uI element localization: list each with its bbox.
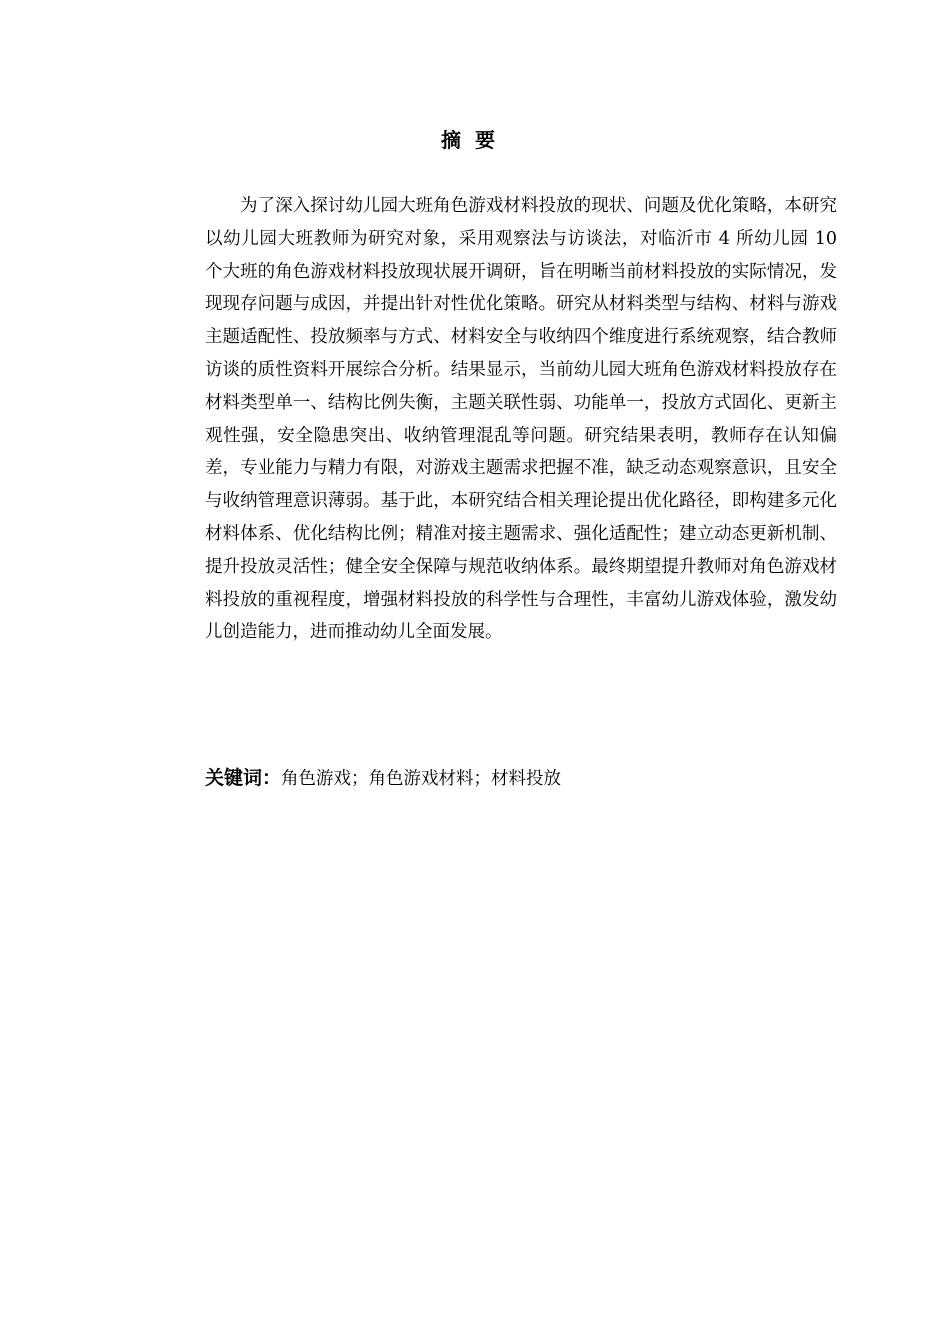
abstract-body: 为了深入探讨幼儿园大班角色游戏材料投放的现状、问题及优化策略，本研究以幼儿园大班教师为研究对象，采用观察法与访谈法，对临沂市 4 所幼儿园 10 个大班的角色游戏材料投放现状展开调研，旨在明晰当前材料投放的实际情况，发现现存问题与成因，并提出针对性优化策略。研究从材料类型与结构、材料与游戏主题适配性、投放频率与方式、材料安全与收纳四个维度进行系统观察，结合教师访谈的质性资料开展综合分析。结果显示，当前幼儿园大班角色游戏材料投放存在材料类型单一、结构比例失衡，主题关联性弱、功能单一，投放方式固化、更新主观性强，安全隐患突出、收纳管理混乱等问题。研究结果表明，教师存在认知偏差，专业能力与精力有限，对游戏主题需求把握不准，缺乏动态观察意识，且安全与收纳管理意识薄弱。基于此，本研究结合相关理论提出优化路径，即构建多元化材料体系、优化结构比例；精准对接主题需求、强化适配性；建立动态更新机制、提升投放灵活性；健全安全保障与规范收纳体系。最终期望提升教师对角色游戏材料投放的重视程度，增强材料投放的科学性与合理性，丰富幼儿游戏体验，激发幼儿创造能力，进而推动幼儿全面发展。 — [205, 196, 837, 643]
keywords-text: 角色游戏；角色游戏材料；材料投放 — [281, 769, 562, 789]
keywords-line — [205, 762, 837, 795]
keywords-label: 关键词： — [205, 767, 282, 789]
abstract-title: 摘要 — [441, 128, 509, 152]
